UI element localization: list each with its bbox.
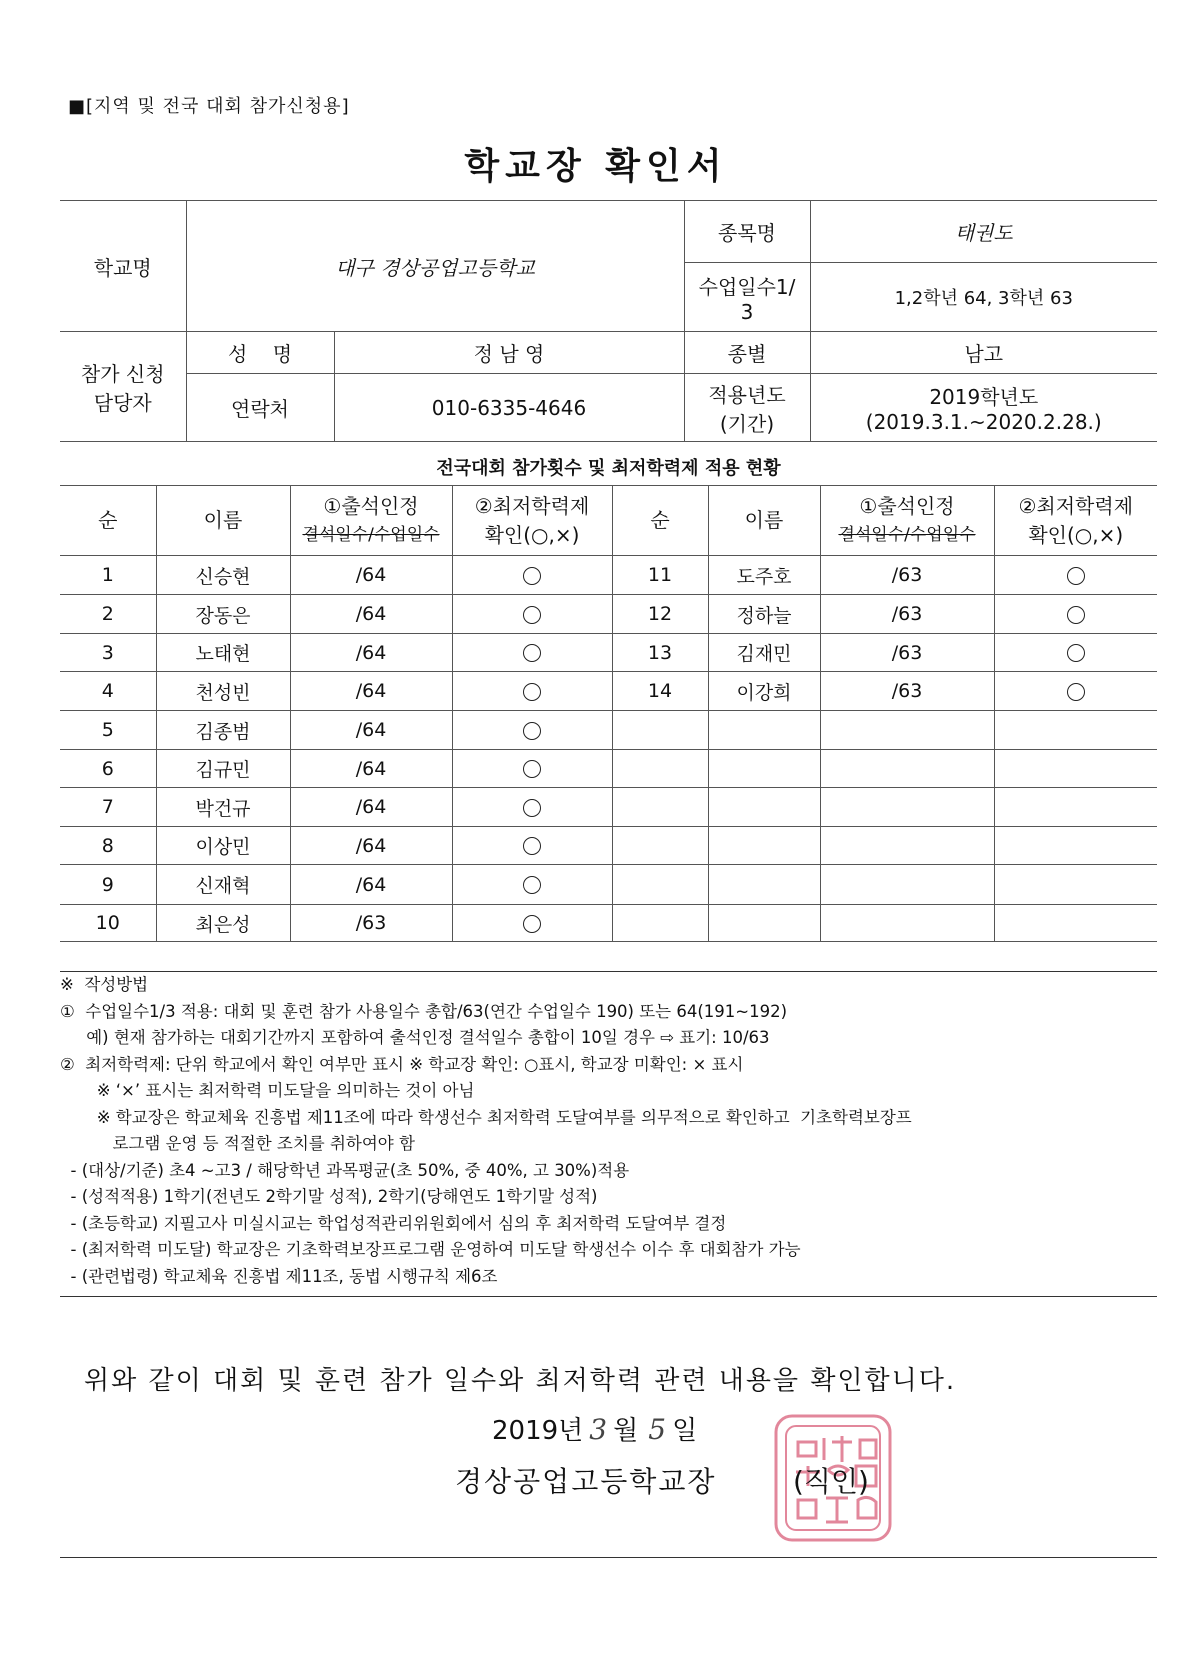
check-circle-mark	[523, 722, 541, 740]
header-no-2: 순	[612, 486, 708, 556]
student-name: 노태현	[156, 634, 290, 672]
table-row	[60, 595, 1157, 634]
student-days: /64	[290, 634, 452, 672]
student-name: 이강희	[708, 672, 820, 711]
days-label: 수업일수1/ 3	[684, 263, 810, 332]
seal-label: (직인)	[793, 1465, 869, 1498]
check-circle-mark	[1067, 567, 1085, 585]
student-no: 2	[60, 595, 156, 634]
days-value: 1,2학년 64, 3학년 63	[810, 263, 1157, 332]
student-no: 4	[60, 672, 156, 711]
student-min-check	[452, 634, 612, 672]
student-min-check	[452, 865, 612, 905]
empty-cell	[994, 750, 1157, 788]
check-circle-mark	[523, 760, 541, 778]
check-circle-mark	[523, 606, 541, 624]
student-days: /63	[290, 905, 452, 942]
student-name: 천성빈	[156, 672, 290, 711]
note-line: ※ ‘×’ 표시는 최저학력 미도달을 의미하는 것이 아님	[60, 1081, 475, 1100]
student-no: 9	[60, 865, 156, 905]
student-name: 신승현	[156, 556, 290, 595]
student-days: /63	[820, 595, 994, 634]
empty-cell	[994, 865, 1157, 905]
student-no: 10	[60, 905, 156, 942]
student-days: /64	[290, 827, 452, 865]
note-line: - (초등학교) 지필고사 미실시교는 학업성적관리위원회에서 심의 후 최저학력 도달여부 결정	[60, 1213, 727, 1233]
header-name-2: 이름	[708, 486, 820, 556]
student-name: 김종범	[156, 711, 290, 750]
note-line: - (최저학력 미도달) 학교장은 기초학력보장프로그램 운영하여 미도달 학생선수 이수 후 대회참가 가능	[60, 1240, 801, 1259]
table-row	[60, 711, 1157, 750]
student-days: /64	[290, 711, 452, 750]
student-name: 김재민	[708, 634, 820, 672]
header-no: 순	[60, 486, 156, 556]
applicant-label: 참가 신청 담당자	[60, 332, 186, 442]
table-row	[60, 865, 1157, 905]
check-circle-mark	[523, 876, 541, 894]
student-min-check	[994, 672, 1157, 711]
student-name: 최은성	[156, 905, 290, 942]
student-min-check	[452, 711, 612, 750]
student-min-check	[452, 556, 612, 595]
year-value: 2019학년도 (2019.3.1.~2020.2.28.)	[810, 374, 1157, 442]
empty-cell	[612, 865, 708, 905]
check-circle-mark	[523, 915, 541, 933]
form-type-tag: ■[지역 및 전국 대회 참가신청용]	[68, 96, 350, 117]
check-circle-mark	[523, 799, 541, 817]
empty-cell	[708, 865, 820, 905]
student-days: /63	[820, 634, 994, 672]
table-row	[60, 788, 1157, 827]
student-table	[60, 485, 1157, 942]
student-days: /64	[290, 556, 452, 595]
table-row	[60, 905, 1157, 942]
student-name: 박건규	[156, 788, 290, 827]
student-days: /63	[820, 672, 994, 711]
section-title: 전국대회 참가횟수 및 최저학력제 적용 현황	[436, 458, 781, 479]
student-days: /64	[290, 595, 452, 634]
note-line: ※ 학교장은 학교체육 진흥법 제11조에 따라 학생선수 최저학력 도달여부를 의무적으로 확인하고 기초학력보장프	[60, 1107, 912, 1127]
table-row	[60, 672, 1157, 711]
note-line: ② 최저학력제: 단위 학교에서 확인 여부만 표시 ※ 학교장 확인: ○표시, 학교장 미확인: × 표시	[60, 1054, 744, 1074]
confirmation-statement: 위와 같이 대회 및 훈련 참가 일수와 최저학력 관련 내용을 확인합니다.	[84, 1366, 957, 1396]
student-min-check	[452, 905, 612, 942]
check-circle-mark	[523, 567, 541, 585]
student-no: 7	[60, 788, 156, 827]
check-circle-mark	[523, 683, 541, 701]
empty-cell	[708, 788, 820, 827]
info-table	[60, 200, 1157, 442]
empty-cell	[708, 905, 820, 942]
note-line: ① 수업일수1/3 적용: 대회 및 훈련 참가 사용일수 총합/63(연간 수업일수 190) 또는 64(191~192)	[60, 1001, 788, 1021]
empty-cell	[820, 750, 994, 788]
student-name: 장동은	[156, 595, 290, 634]
year-label: 적용년도 (기간)	[684, 374, 810, 442]
student-min-check	[994, 634, 1157, 672]
notes-bottom-rule	[60, 1296, 1157, 1297]
note-line: ※ 작성방법	[60, 975, 149, 994]
header-min-academic-2: ②최저학력제 확인(○,×)	[994, 486, 1157, 556]
empty-cell	[820, 711, 994, 750]
empty-cell	[994, 711, 1157, 750]
header-attendance: ①출석인정 결석일수/수업일수	[290, 486, 452, 556]
day-handwritten: 5	[648, 1413, 667, 1446]
empty-cell	[820, 865, 994, 905]
student-name: 김규민	[156, 750, 290, 788]
student-no: 11	[612, 556, 708, 595]
empty-cell	[612, 827, 708, 865]
header-attendance-2: ①출석인정 결석일수/수업일수	[820, 486, 994, 556]
name-value: 정 남 영	[334, 332, 684, 374]
event-value: 태권도	[810, 201, 1157, 263]
student-name: 도주호	[708, 556, 820, 595]
student-days: /64	[290, 672, 452, 711]
student-no: 13	[612, 634, 708, 672]
empty-cell	[612, 905, 708, 942]
student-no: 5	[60, 711, 156, 750]
school-value: 대구 경상공업고등학교	[186, 201, 684, 332]
check-circle-mark	[1067, 644, 1085, 662]
student-no: 8	[60, 827, 156, 865]
student-min-check	[994, 556, 1157, 595]
student-min-check	[994, 595, 1157, 634]
principal-title: 경상공업고등학교장	[455, 1465, 717, 1498]
empty-cell	[708, 827, 820, 865]
category-label: 종별	[684, 332, 810, 374]
header-name: 이름	[156, 486, 290, 556]
check-circle-mark	[523, 837, 541, 855]
table-row	[60, 827, 1157, 865]
student-days: /64	[290, 788, 452, 827]
student-name: 정하늘	[708, 595, 820, 634]
student-min-check	[452, 750, 612, 788]
empty-cell	[994, 788, 1157, 827]
header-min-academic: ②최저학력제 확인(○,×)	[452, 486, 612, 556]
empty-cell	[708, 750, 820, 788]
note-line: 예) 현재 참가하는 대회기간까지 포함하여 출석인정 결석일수 총합이 10일 경우 ⇨ 표기: 10/63	[60, 1028, 770, 1047]
student-no: 14	[612, 672, 708, 711]
student-name: 이상민	[156, 827, 290, 865]
note-line: - (성적적용) 1학기(전년도 2학기말 성적), 2학기(당해연도 1학기말 성적)	[60, 1187, 598, 1206]
student-no: 6	[60, 750, 156, 788]
student-days: /64	[290, 865, 452, 905]
student-no: 1	[60, 556, 156, 595]
name-label: 성 명	[186, 332, 334, 374]
signature-date: 2019년 3 월 5 일	[492, 1413, 698, 1446]
note-line: - (관련법령) 학교체육 진흥법 제11조, 동법 시행규칙 제6조	[60, 1266, 498, 1286]
category-value: 남고	[810, 332, 1157, 374]
table-row	[60, 556, 1157, 595]
check-circle-mark	[1067, 683, 1085, 701]
empty-cell	[994, 905, 1157, 942]
check-circle-mark	[1067, 606, 1085, 624]
student-min-check	[452, 672, 612, 711]
student-min-check	[452, 595, 612, 634]
student-days: /64	[290, 750, 452, 788]
table-row	[60, 750, 1157, 788]
empty-cell	[820, 788, 994, 827]
student-no: 12	[612, 595, 708, 634]
empty-cell	[612, 788, 708, 827]
empty-cell	[612, 711, 708, 750]
page-bottom-rule	[60, 1557, 1157, 1558]
contact-value: 010-6335-4646	[334, 374, 684, 442]
empty-cell	[994, 827, 1157, 865]
document-title: 학교장 확인서	[464, 146, 728, 187]
student-min-check	[452, 827, 612, 865]
event-label: 종목명	[684, 201, 810, 263]
writing-instructions	[60, 972, 1160, 1290]
empty-cell	[708, 711, 820, 750]
note-line: 로그램 운영 등 적절한 조치를 취하여야 함	[60, 1134, 415, 1153]
student-no: 3	[60, 634, 156, 672]
check-circle-mark	[523, 644, 541, 662]
school-label: 학교명	[60, 201, 186, 332]
student-table-body	[60, 486, 1157, 942]
contact-label: 연락처	[186, 374, 334, 442]
table-row	[60, 634, 1157, 672]
note-line: - (대상/기준) 초4 ~고3 / 해당학년 과목평균(초 50%, 중 40%, 고 30%)적용	[60, 1160, 630, 1180]
student-days: /63	[820, 556, 994, 595]
empty-cell	[820, 905, 994, 942]
student-min-check	[452, 788, 612, 827]
empty-cell	[820, 827, 994, 865]
student-name: 신재혁	[156, 865, 290, 905]
empty-cell	[612, 750, 708, 788]
month-handwritten: 3	[589, 1413, 608, 1446]
